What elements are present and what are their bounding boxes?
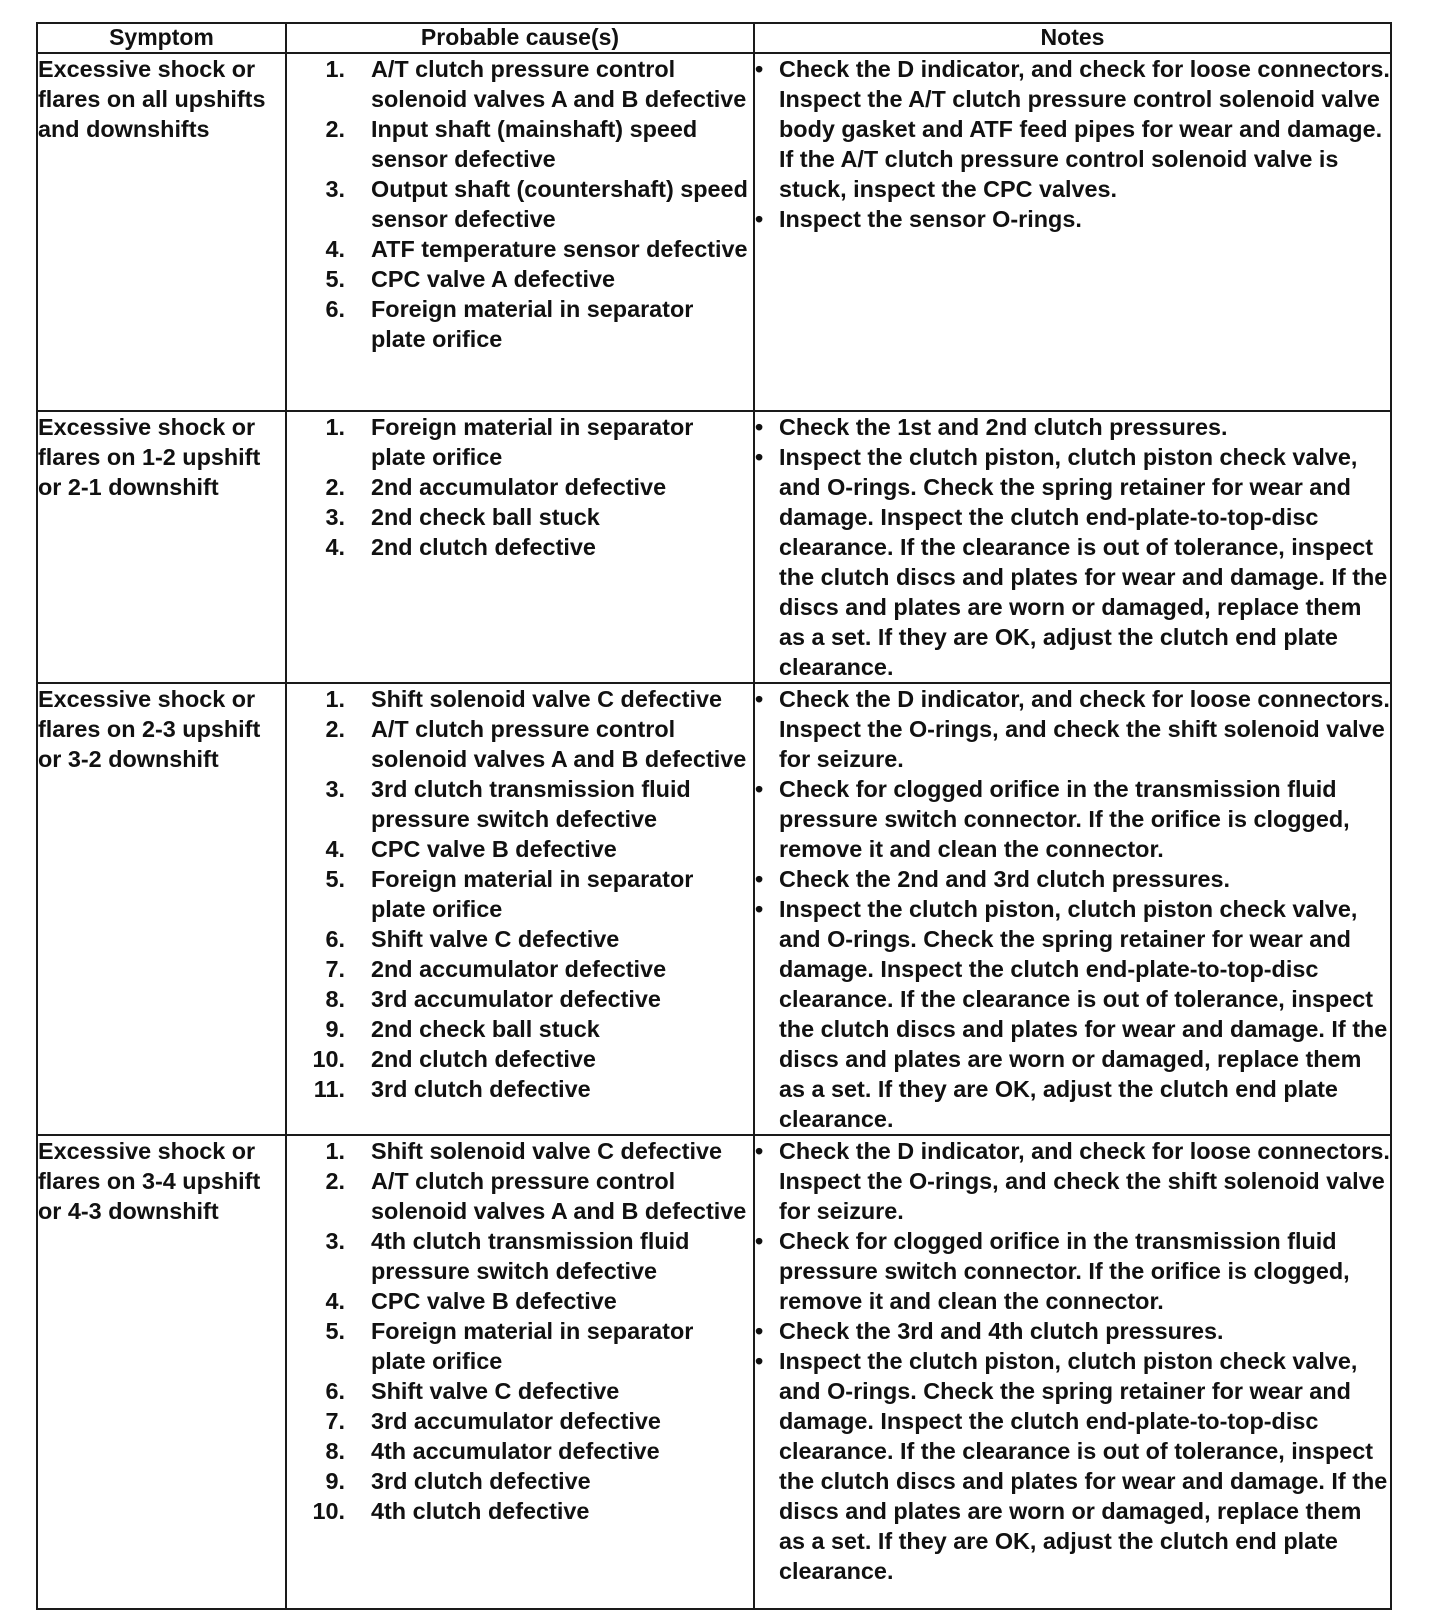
cause-number: 1. [325, 56, 345, 82]
bullet-icon: • [755, 776, 764, 802]
note-item [755, 894, 1390, 1134]
note-item [755, 1316, 1390, 1346]
cause-item [287, 1406, 753, 1436]
note-text: Inspect the clutch piston, clutch piston check valve, and O-rings. Check the spring retainer for wear and damage. Inspect the clutch end-plate-to-top-disc clearance. If the clearance is out of tolerance, inspect the clutch discs and plates for wear and damage. If the discs and plates are worn or damaged, replace them as a set. If they are OK, adjust the clutch end plate clearance. [779, 444, 1388, 680]
note-item [755, 1136, 1390, 1226]
cause-item [287, 954, 753, 984]
symptom-cell: Excessive shock or flares on 1-2 upshift or 2-1 downshift [37, 411, 286, 683]
note-text: Check the D indicator, and check for loose connectors. Inspect the O-rings, and check the shift solenoid valve for seizure. [779, 686, 1390, 772]
cause-number: 3. [325, 776, 345, 802]
cause-text: CPC valve A defective [371, 266, 615, 292]
note-text: Check for clogged orifice in the transmission fluid pressure switch connector. If the orifice is clogged, remove it and clean the connector. [779, 1228, 1350, 1314]
bullet-icon: • [755, 1138, 764, 1164]
cause-text: CPC valve B defective [371, 1288, 617, 1314]
note-item [755, 1346, 1390, 1586]
cause-text: Shift solenoid valve C defective [371, 686, 722, 712]
symptom-cell: Excessive shock or flares on all upshifts and downshifts [37, 53, 286, 411]
cause-text: Foreign material in separator plate orifice [371, 1318, 694, 1374]
cause-text: 2nd accumulator defective [371, 474, 667, 500]
cause-text: Foreign material in separator plate orifice [371, 296, 694, 352]
note-item [755, 204, 1390, 234]
note-item [755, 774, 1390, 864]
cause-text: 2nd clutch defective [371, 1046, 596, 1072]
cause-number: 11. [313, 1076, 345, 1102]
cause-number: 2. [325, 1168, 345, 1194]
cause-text: Shift valve C defective [371, 926, 620, 952]
cause-number: 4. [325, 534, 345, 560]
cause-item [287, 1436, 753, 1466]
bullet-icon: • [755, 56, 764, 82]
cause-number: 7. [325, 1408, 345, 1434]
cause-text: 4th clutch transmission fluid pressure switch defective [371, 1228, 690, 1284]
cause-text: Shift solenoid valve C defective [371, 1138, 722, 1164]
causes-cell [286, 53, 754, 411]
cause-number: 2. [325, 116, 345, 142]
cause-item [287, 1376, 753, 1406]
notes-cell [754, 411, 1391, 683]
note-item [755, 54, 1390, 204]
note-text: Inspect the clutch piston, clutch piston check valve, and O-rings. Check the spring retainer for wear and damage. Inspect the clutch end-plate-to-top-disc clearance. If the clearance is out of tolerance, inspect the clutch discs and plates for wear and damage. If the discs and plates are worn or damaged, replace them as a set. If they are OK, adjust the clutch end plate clearance. [779, 1348, 1388, 1584]
cause-item [287, 1496, 753, 1526]
table-row [37, 411, 1391, 683]
cause-item [287, 54, 753, 114]
bullet-icon: • [755, 1348, 764, 1374]
cause-item [287, 1466, 753, 1496]
cause-item [287, 984, 753, 1014]
cause-number: 10. [312, 1498, 345, 1524]
cause-item [287, 684, 753, 714]
cause-number: 3. [325, 1228, 345, 1254]
cause-text: A/T clutch pressure control solenoid valves A and B defective [371, 56, 747, 112]
notes-cell [754, 1135, 1391, 1609]
cause-text: 3rd clutch transmission fluid pressure switch defective [371, 776, 691, 832]
note-item [755, 864, 1390, 894]
table-row [37, 1135, 1391, 1609]
note-item [755, 684, 1390, 774]
cause-number: 5. [325, 1318, 345, 1344]
cause-number: 4. [325, 236, 345, 262]
cause-text: 4th accumulator defective [371, 1438, 660, 1464]
cause-number: 2. [325, 716, 345, 742]
cause-item [287, 1286, 753, 1316]
cause-item [287, 234, 753, 264]
cause-item [287, 834, 753, 864]
cause-item [287, 532, 753, 562]
note-text: Check the 3rd and 4th clutch pressures. [779, 1318, 1224, 1344]
cause-text: 3rd accumulator defective [371, 1408, 661, 1434]
note-item [755, 442, 1390, 682]
cause-item [287, 1136, 753, 1166]
cause-item [287, 114, 753, 174]
cause-item [287, 294, 753, 354]
header-probable-causes: Probable cause(s) [286, 23, 754, 53]
cause-item [287, 412, 753, 472]
notes-cell [754, 53, 1391, 411]
cause-number: 6. [325, 1378, 345, 1404]
cause-number: 2. [325, 474, 345, 500]
causes-cell [286, 683, 754, 1135]
bullet-icon: • [755, 444, 764, 470]
causes-cell [286, 1135, 754, 1609]
bullet-icon: • [755, 1228, 764, 1254]
note-item [755, 1226, 1390, 1316]
cause-item [287, 1014, 753, 1044]
cause-number: 6. [325, 296, 345, 322]
bullet-icon: • [755, 414, 764, 440]
cause-text: 2nd clutch defective [371, 534, 596, 560]
cause-item [287, 774, 753, 834]
cause-item [287, 1316, 753, 1376]
cause-number: 7. [325, 956, 345, 982]
note-text: Check the 1st and 2nd clutch pressures. [779, 414, 1228, 440]
cause-text: 3rd accumulator defective [371, 986, 661, 1012]
bullet-icon: • [755, 206, 764, 232]
cause-text: CPC valve B defective [371, 836, 617, 862]
cause-text: A/T clutch pressure control solenoid valves A and B defective [371, 1168, 747, 1224]
cause-text: 2nd check ball stuck [371, 1016, 600, 1042]
table-row [37, 53, 1391, 411]
cause-number: 8. [325, 1438, 345, 1464]
note-text: Inspect the sensor O-rings. [779, 206, 1082, 232]
cause-item [287, 1074, 753, 1104]
cause-number: 9. [325, 1016, 345, 1042]
cause-text: ATF temperature sensor defective [371, 236, 748, 262]
bullet-icon: • [755, 896, 764, 922]
header-row [37, 23, 1391, 53]
cause-number: 8. [325, 986, 345, 1012]
cause-text: 2nd accumulator defective [371, 956, 667, 982]
cause-number: 4. [325, 1288, 345, 1314]
cause-text: Foreign material in separator plate orifice [371, 414, 694, 470]
cause-text: Output shaft (countershaft) speed sensor defective [371, 176, 748, 232]
cause-number: 1. [325, 1138, 345, 1164]
header-notes: Notes [754, 23, 1391, 53]
cause-item [287, 864, 753, 924]
cause-item [287, 174, 753, 234]
bullet-icon: • [755, 686, 764, 712]
cause-text: Shift valve C defective [371, 1378, 620, 1404]
cause-text: 4th clutch defective [371, 1498, 590, 1524]
bullet-icon: • [755, 866, 764, 892]
cause-number: 3. [325, 176, 345, 202]
cause-number: 6. [325, 926, 345, 952]
cause-number: 5. [325, 266, 345, 292]
cause-item [287, 924, 753, 954]
cause-item [287, 264, 753, 294]
cause-text: 2nd check ball stuck [371, 504, 600, 530]
note-text: Check the D indicator, and check for loose connectors. Inspect the A/T clutch pressure control solenoid valve body gasket and ATF feed pipes for wear and damage. If the A/T clutch pressure control solenoid valve is stuck, inspect the CPC valves. [779, 56, 1390, 202]
cause-text: A/T clutch pressure control solenoid valves A and B defective [371, 716, 747, 772]
cause-item [287, 502, 753, 532]
cause-number: 9. [325, 1468, 345, 1494]
cause-item [287, 1226, 753, 1286]
cause-number: 1. [325, 414, 345, 440]
note-text: Check the 2nd and 3rd clutch pressures. [779, 866, 1231, 892]
note-text: Inspect the clutch piston, clutch piston check valve, and O-rings. Check the spring retainer for wear and damage. Inspect the clutch end-plate-to-top-disc clearance. If the clearance is out of tolerance, inspect the clutch discs and plates for wear and damage. If the discs and plates are worn or damaged, replace them as a set. If they are OK, adjust the clutch end plate clearance. [779, 896, 1388, 1132]
header-symptom: Symptom [37, 23, 286, 53]
cause-number: 1. [325, 686, 345, 712]
table-row [37, 683, 1391, 1135]
cause-number: 10. [312, 1046, 345, 1072]
troubleshooting-table [36, 22, 1392, 1610]
symptom-cell: Excessive shock or flares on 2-3 upshift or 3-2 downshift [37, 683, 286, 1135]
cause-item [287, 472, 753, 502]
cause-item [287, 1044, 753, 1074]
notes-cell [754, 683, 1391, 1135]
cause-number: 4. [325, 836, 345, 862]
bullet-icon: • [755, 1318, 764, 1344]
note-text: Check the D indicator, and check for loose connectors. Inspect the O-rings, and check the shift solenoid valve for seizure. [779, 1138, 1390, 1224]
cause-text: 3rd clutch defective [371, 1468, 591, 1494]
symptom-cell: Excessive shock or flares on 3-4 upshift or 4-3 downshift [37, 1135, 286, 1609]
cause-text: Input shaft (mainshaft) speed sensor defective [371, 116, 698, 172]
cause-text: Foreign material in separator plate orifice [371, 866, 694, 922]
cause-item [287, 714, 753, 774]
note-text: Check for clogged orifice in the transmission fluid pressure switch connector. If the orifice is clogged, remove it and clean the connector. [779, 776, 1350, 862]
causes-cell [286, 411, 754, 683]
cause-number: 3. [325, 504, 345, 530]
note-item [755, 412, 1390, 442]
cause-number: 5. [325, 866, 345, 892]
cause-text: 3rd clutch defective [371, 1076, 591, 1102]
cause-item [287, 1166, 753, 1226]
